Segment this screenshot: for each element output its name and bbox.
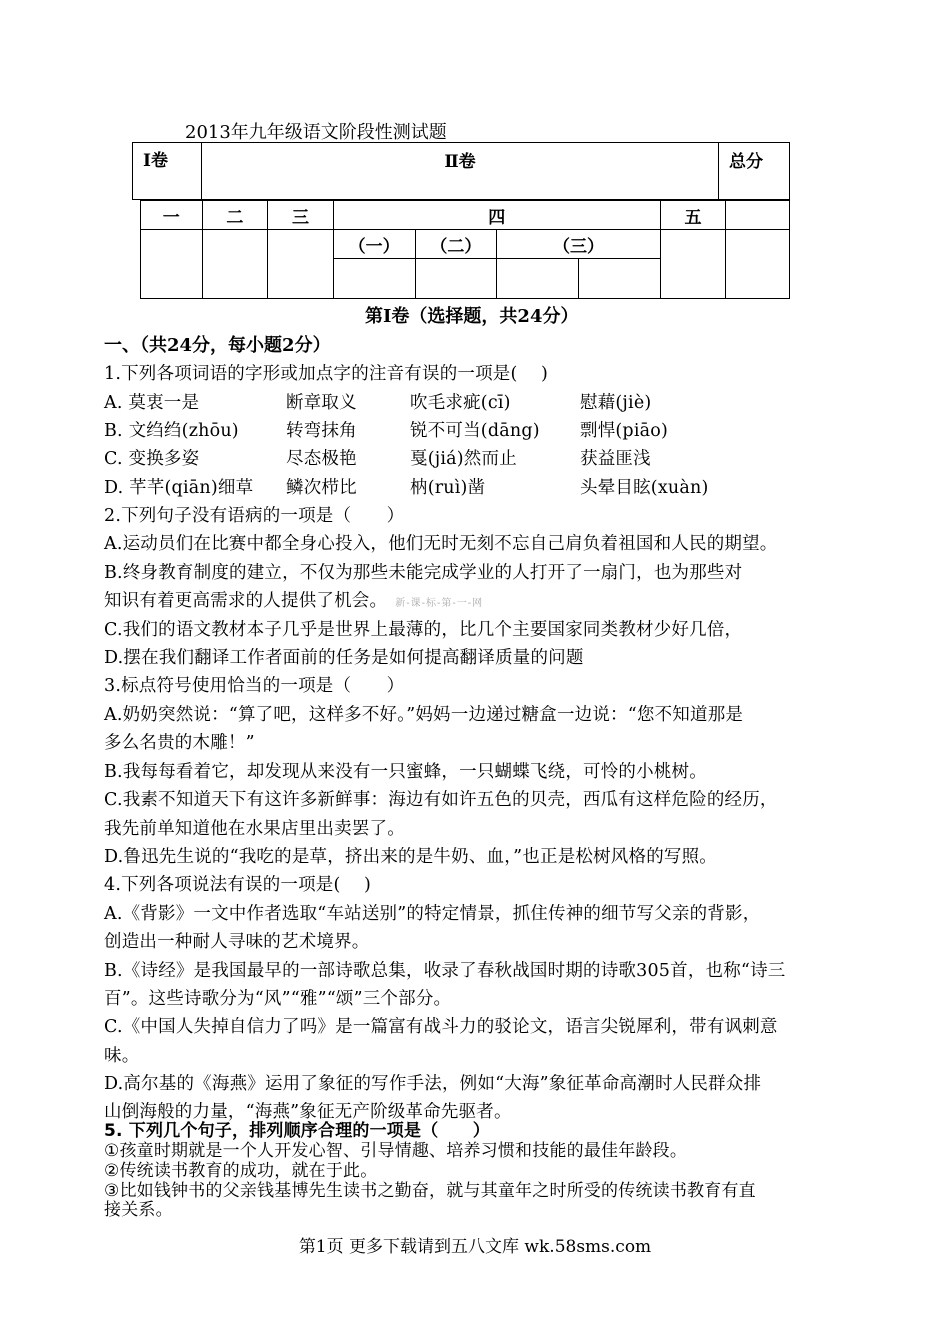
q2-option-c: C.我们的语文教材本子几乎是世界上最薄的，比几个主要国家同类教材少好几倍， xyxy=(104,620,743,640)
score-cell-1 xyxy=(141,230,203,299)
q4-option-c-line1: C.《中国人失掉自信力了吗》是一篇富有战斗力的驳论文，语言尖锐犀利，带有讽刺意 xyxy=(104,1017,778,1037)
q5-sentence-2: ②传统读书教育的成功，就在于此。 xyxy=(104,1161,378,1181)
score-table-header xyxy=(132,142,790,200)
q2-stem: 2.下列句子没有语病的一项是（ ） xyxy=(104,506,405,526)
col-5-header: 五 xyxy=(660,201,726,230)
watermark: 新-课-标-第-一-网 xyxy=(395,598,484,609)
score-cell-5 xyxy=(660,230,726,299)
vol1-cell: Ⅰ卷 xyxy=(133,143,202,200)
q4-option-d-line1: D.高尔基的《海燕》运用了象征的写作手法，例如“大海”象征革命高潮时人民群众排 xyxy=(104,1074,762,1094)
sub-score-1 xyxy=(333,259,415,299)
vol2-cell: Ⅱ卷 xyxy=(202,143,719,200)
q4-option-b-line1: B.《诗经》是我国最早的一部诗歌总集，收录了春秋战国时期的诗歌305首，也称“诗三 xyxy=(104,961,786,981)
sub-col-2: （二） xyxy=(415,230,497,259)
q2-option-b-line2: 知识有着更高需求的人提供了机会。 新-课-标-第-一-网 xyxy=(104,591,484,611)
sub-score-3b xyxy=(579,259,661,299)
col-2-header: 二 xyxy=(202,201,268,230)
q5-sentence-3-line1: ③比如钱钟书的父亲钱基博先生读书之勤奋，就与其童年之时所受的传统读书教育有直 xyxy=(104,1181,756,1201)
q4-option-a-line1: A.《背影》一文中作者选取“车站送别”的特定情景，抓住传神的细节写父亲的背影， xyxy=(104,904,761,924)
col-4-header: 四 xyxy=(333,201,660,230)
q2-option-b-line1: B.终身教育制度的建立，不仅为那些未能完成学业的人打开了一扇门，也为那些对 xyxy=(104,563,743,583)
page-footer: 第1页 更多下载请到五八文库 wk.58sms.com xyxy=(298,1237,652,1257)
q2-option-d: D.摆在我们翻译工作者面前的任务是如何提高翻译质量的问题 xyxy=(104,648,584,668)
sub-score-2 xyxy=(415,259,497,299)
q3-option-a-line1: A.奶奶突然说：“算了吧，这样多不好。”妈妈一边递过糖盒一边说：“您不知道那是 xyxy=(104,705,744,725)
part1-heading: 第Ⅰ卷（选择题，共24分） xyxy=(365,306,579,327)
score-cell-total xyxy=(726,230,790,299)
q4-stem: 4.下列各项说法有误的一项是( ) xyxy=(104,875,372,895)
score-table xyxy=(140,200,790,299)
q4-option-b-line2: 百”。这些诗歌分为“风”“雅”“颂”三个部分。 xyxy=(104,989,452,1009)
q4-option-a-line2: 创造出一种耐人寻味的艺术境界。 xyxy=(104,932,370,952)
q3-option-c-line1: C.我素不知道天下有这许多新鲜事：海边有如许五色的贝壳，西瓜有这样危险的经历， xyxy=(104,790,778,810)
score-cell-2 xyxy=(202,230,268,299)
q2-option-a: A.运动员们在比赛中都全身心投入，他们无时无刻不忘自己肩负着祖国和人民的期望。 xyxy=(104,534,778,554)
total-cell: 总分 xyxy=(719,143,790,200)
q5-sentence-1: ①孩童时期就是一个人开发心智、引导情趣、培养习惯和技能的最佳年龄段。 xyxy=(104,1141,688,1161)
exam-title: 2013年九年级语文阶段性测试题 xyxy=(185,122,447,143)
sub-col-3: （三） xyxy=(497,230,661,259)
q3-option-a-line2: 多么名贵的木雕！” xyxy=(104,733,255,753)
score-cell-3 xyxy=(268,230,334,299)
sub-col-1: （一） xyxy=(333,230,415,259)
col-3-header: 三 xyxy=(268,201,334,230)
col-1-header: 一 xyxy=(141,201,203,230)
q3-option-d: D.鲁迅先生说的“我吃的是草，挤出来的是牛奶、血，”也正是松树风格的写照。 xyxy=(104,847,718,867)
q4-option-c-line2: 味。 xyxy=(104,1046,140,1066)
q3-stem: 3.标点符号使用恰当的一项是（ ） xyxy=(104,676,405,696)
q5-sentence-3-line2: 接关系。 xyxy=(104,1200,173,1220)
q4-option-d-line2: 山倒海般的力量，“海燕”象征无产阶级革命先驱者。 xyxy=(104,1102,512,1122)
q3-option-c-line2: 我先前单知道他在水果店里出卖罢了。 xyxy=(104,819,405,839)
q5-stem: 5. 下列几个句子，排列顺序合理的一项是（ ） xyxy=(104,1121,491,1141)
sub-score-3a xyxy=(497,259,579,299)
q1-stem: 1.下列各项词语的字形或加点字的注音有误的一项是( ) xyxy=(104,364,549,384)
total-blank-cell xyxy=(726,201,790,230)
section1-heading: 一、（共24分，每小题2分） xyxy=(104,335,331,356)
q3-option-b: B.我每每看着它，却发现从来没有一只蜜蜂，一只蝴蝶飞绕，可怜的小桃树。 xyxy=(104,762,707,782)
